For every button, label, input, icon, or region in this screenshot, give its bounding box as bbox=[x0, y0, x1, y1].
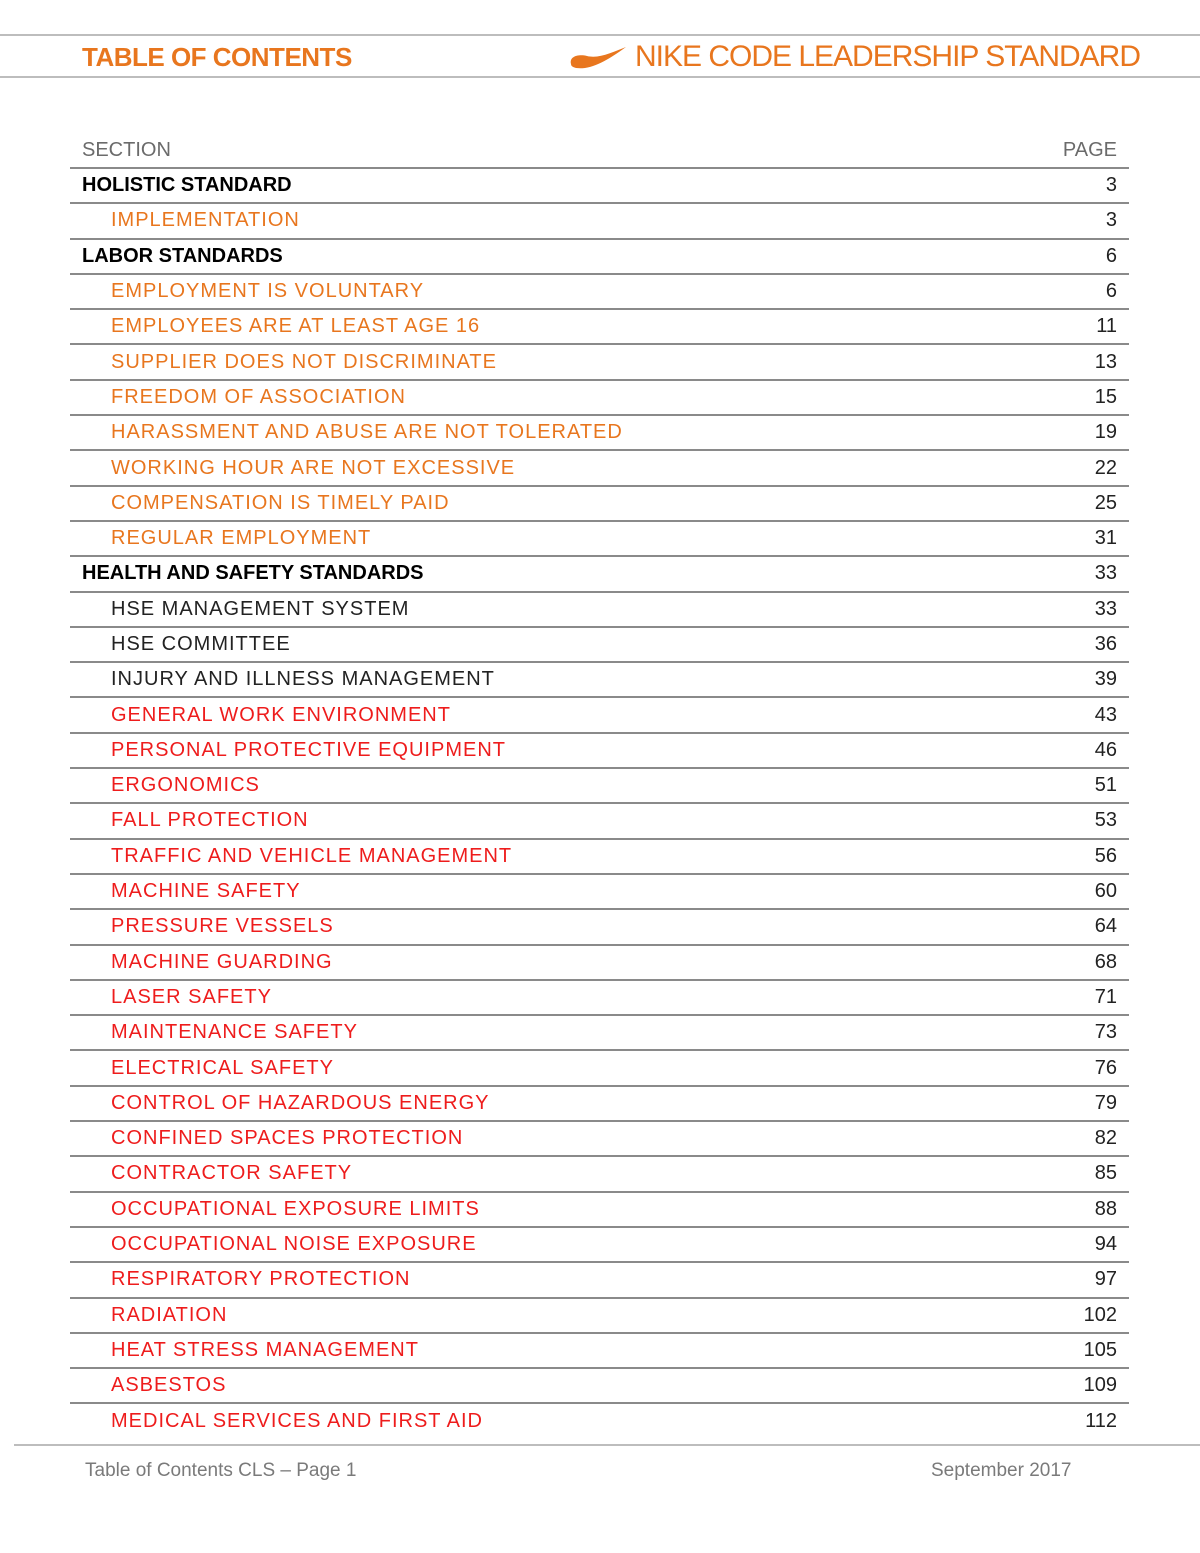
toc-entry-title: FALL PROTECTION bbox=[111, 809, 309, 832]
toc-entry-row[interactable] bbox=[70, 522, 1129, 557]
toc-entry-page: 46 bbox=[1094, 738, 1117, 761]
toc-entry-title: HEALTH AND SAFETY STANDARDS bbox=[82, 562, 424, 585]
toc-entry-title: RESPIRATORY PROTECTION bbox=[111, 1268, 411, 1291]
toc-entry-page: 109 bbox=[1083, 1374, 1117, 1397]
toc-entry-row[interactable] bbox=[70, 1051, 1129, 1086]
toc-entry-row[interactable] bbox=[70, 275, 1129, 310]
toc-entry-row[interactable] bbox=[70, 875, 1129, 910]
toc-entry-page: 36 bbox=[1094, 633, 1117, 655]
toc-entry-title: ELECTRICAL SAFETY bbox=[111, 1056, 334, 1079]
toc-entry-title: EMPLOYMENT IS VOLUNTARY bbox=[111, 280, 425, 303]
toc-entry-page: 19 bbox=[1094, 421, 1117, 444]
toc-entry-row[interactable] bbox=[70, 1369, 1129, 1404]
toc-entry-row[interactable] bbox=[70, 663, 1129, 698]
toc-entry-title: CONTROL OF HAZARDOUS ENERGY bbox=[111, 1091, 490, 1114]
toc-entry-row[interactable] bbox=[70, 910, 1129, 945]
toc-entry-row[interactable] bbox=[70, 416, 1129, 451]
toc-entry-title: PERSONAL PROTECTIVE EQUIPMENT bbox=[111, 738, 506, 761]
toc-entry-row[interactable] bbox=[70, 1263, 1129, 1298]
toc-entry-page: 33 bbox=[1094, 597, 1117, 620]
toc-entry-title: ASBESTOS bbox=[111, 1374, 227, 1397]
footer-date: September 2017 bbox=[931, 1460, 1072, 1481]
toc-entry-page: 56 bbox=[1094, 844, 1117, 867]
toc-entry-title: MAINTENANCE SAFETY bbox=[111, 1021, 358, 1044]
toc-entry-title: HARASSMENT AND ABUSE ARE NOT TOLERATED bbox=[111, 421, 623, 444]
toc-entry-page: 73 bbox=[1094, 1021, 1117, 1044]
toc-entry-row[interactable] bbox=[70, 1404, 1129, 1437]
toc-entry-title: WORKING HOUR ARE NOT EXCESSIVE bbox=[111, 456, 516, 479]
toc-entry-page: 13 bbox=[1094, 350, 1117, 373]
toc-entry-page: 60 bbox=[1094, 880, 1117, 903]
toc-entry-title: INJURY AND ILLNESS MANAGEMENT bbox=[111, 668, 495, 691]
toc-entry-row[interactable] bbox=[70, 345, 1129, 380]
header-rule bbox=[0, 76, 1200, 78]
toc-entry-title: HSE COMMITTEE bbox=[111, 633, 291, 655]
toc-entry-row[interactable] bbox=[70, 981, 1129, 1016]
toc-entry-row[interactable] bbox=[70, 1193, 1129, 1228]
toc-entry-title: SUPPLIER DOES NOT DISCRIMINATE bbox=[111, 350, 497, 373]
toc-entry-page: 15 bbox=[1094, 385, 1117, 408]
toc-entry-row[interactable] bbox=[70, 381, 1129, 416]
toc-entry-page: 85 bbox=[1094, 1162, 1117, 1185]
toc-entry-row[interactable] bbox=[70, 1016, 1129, 1051]
toc-entry-title: LASER SAFETY bbox=[111, 985, 272, 1008]
toc-entry-row[interactable] bbox=[70, 1157, 1129, 1192]
toc-entry-row[interactable] bbox=[70, 734, 1129, 769]
toc-entry-title: COMPENSATION IS TIMELY PAID bbox=[111, 491, 450, 514]
toc-entry-page: 6 bbox=[1105, 244, 1117, 267]
toc-entry-page: 71 bbox=[1094, 985, 1117, 1008]
toc-entry-page: 79 bbox=[1094, 1091, 1117, 1114]
toc-entry-page: 82 bbox=[1094, 1127, 1117, 1150]
toc-entry-title: LABOR STANDARDS bbox=[82, 244, 283, 267]
toc-entry-row[interactable] bbox=[70, 628, 1129, 663]
toc-entry-title: EMPLOYEES ARE AT LEAST AGE 16 bbox=[111, 315, 481, 338]
section-column-header: SECTION bbox=[82, 138, 171, 161]
toc-entry-page: 94 bbox=[1094, 1233, 1117, 1256]
swoosh-logo-icon bbox=[569, 44, 627, 70]
toc-entry-title: HEAT STRESS MANAGEMENT bbox=[111, 1338, 419, 1361]
toc-entry-title: ERGONOMICS bbox=[111, 774, 260, 797]
toc-entry-title: CONFINED SPACES PROTECTION bbox=[111, 1127, 464, 1150]
toc-entry-title: HOLISTIC STANDARD bbox=[82, 174, 292, 197]
toc-entry-title: TRAFFIC AND VEHICLE MANAGEMENT bbox=[111, 844, 513, 867]
toc-entry-title: MACHINE SAFETY bbox=[111, 880, 301, 903]
toc-entry-row[interactable] bbox=[70, 1087, 1129, 1122]
toc-entry-page: 6 bbox=[1105, 280, 1117, 303]
toc-entry-page: 102 bbox=[1083, 1303, 1117, 1326]
toc-entry-row[interactable] bbox=[70, 1299, 1129, 1334]
toc-entry-page: 97 bbox=[1094, 1268, 1117, 1291]
toc-entry-page: 51 bbox=[1094, 774, 1117, 797]
toc-entry-page: 68 bbox=[1094, 950, 1117, 973]
toc-entry-row[interactable] bbox=[70, 451, 1129, 486]
toc-entry-title: RADIATION bbox=[111, 1303, 228, 1326]
page-title: TABLE OF CONTENTS bbox=[82, 42, 352, 72]
table-of-contents bbox=[70, 133, 1129, 1438]
toc-entry-row[interactable] bbox=[70, 840, 1129, 875]
toc-entry-row[interactable] bbox=[70, 204, 1129, 239]
brand-header bbox=[569, 40, 1140, 74]
toc-entry-title: REGULAR EMPLOYMENT bbox=[111, 527, 372, 550]
toc-entry-title: MACHINE GUARDING bbox=[111, 950, 333, 973]
toc-section-row[interactable] bbox=[70, 169, 1129, 204]
toc-entry-page: 53 bbox=[1094, 809, 1117, 832]
toc-entry-title: FREEDOM OF ASSOCIATION bbox=[111, 385, 406, 408]
toc-entry-page: 64 bbox=[1094, 915, 1117, 938]
toc-rows bbox=[70, 169, 1129, 1438]
toc-section-row[interactable] bbox=[70, 557, 1129, 592]
toc-entry-page: 43 bbox=[1094, 703, 1117, 726]
toc-entry-page: 22 bbox=[1094, 456, 1117, 479]
top-rule bbox=[0, 34, 1200, 36]
toc-entry-page: 105 bbox=[1083, 1338, 1117, 1361]
toc-entry-page: 33 bbox=[1094, 562, 1117, 585]
toc-header-row bbox=[70, 133, 1129, 169]
toc-entry-row[interactable] bbox=[70, 487, 1129, 522]
toc-entry-page: 88 bbox=[1094, 1197, 1117, 1220]
toc-section-row[interactable] bbox=[70, 240, 1129, 275]
toc-entry-row[interactable] bbox=[70, 769, 1129, 804]
brand-title: NIKE CODE LEADERSHIP STANDARD bbox=[634, 40, 1140, 73]
toc-entry-page: 25 bbox=[1094, 491, 1117, 514]
toc-entry-row[interactable] bbox=[70, 593, 1129, 628]
toc-entry-row[interactable] bbox=[70, 1334, 1129, 1369]
toc-entry-row[interactable] bbox=[70, 698, 1129, 733]
toc-entry-title: MEDICAL SERVICES AND FIRST AID bbox=[111, 1409, 483, 1432]
toc-entry-row[interactable] bbox=[70, 1228, 1129, 1263]
toc-entry-page: 31 bbox=[1094, 527, 1117, 550]
toc-entry-row[interactable] bbox=[70, 804, 1129, 839]
toc-entry-title: CONTRACTOR SAFETY bbox=[111, 1162, 353, 1185]
toc-entry-title: OCCUPATIONAL NOISE EXPOSURE bbox=[111, 1233, 477, 1256]
page-column-header: PAGE bbox=[1062, 138, 1117, 161]
toc-entry-row[interactable] bbox=[70, 1122, 1129, 1157]
toc-entry-row[interactable] bbox=[70, 946, 1129, 981]
toc-entry-page: 112 bbox=[1085, 1409, 1117, 1432]
toc-entry-page: 39 bbox=[1094, 668, 1117, 691]
toc-entry-page: 11 bbox=[1096, 315, 1117, 338]
toc-entry-row[interactable] bbox=[70, 310, 1129, 345]
toc-entry-page: 3 bbox=[1105, 174, 1117, 197]
toc-entry-title: GENERAL WORK ENVIRONMENT bbox=[111, 703, 451, 726]
footer-page-label: Table of Contents CLS – Page 1 bbox=[85, 1460, 357, 1481]
footer-rule bbox=[14, 1444, 1200, 1446]
toc-entry-title: OCCUPATIONAL EXPOSURE LIMITS bbox=[111, 1197, 480, 1220]
toc-entry-title: IMPLEMENTATION bbox=[111, 209, 300, 232]
toc-entry-page: 76 bbox=[1094, 1056, 1117, 1079]
toc-entry-title: PRESSURE VESSELS bbox=[111, 915, 334, 938]
toc-entry-page: 3 bbox=[1105, 209, 1117, 232]
toc-entry-title: HSE MANAGEMENT SYSTEM bbox=[111, 597, 410, 620]
